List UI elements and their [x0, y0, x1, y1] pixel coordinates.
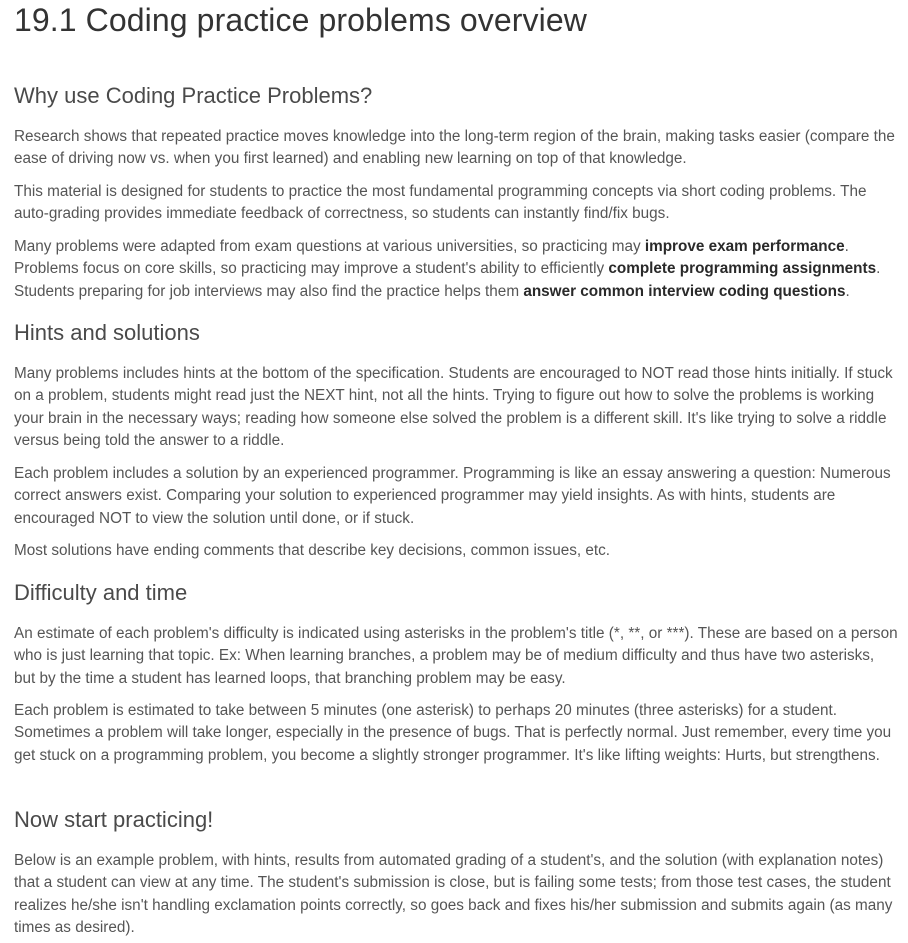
paragraph-time-estimate: Each problem is estimated to take between 5 minutes (one asterisk) to perhaps 20 minutes (three asterisks) for a student. Sometimes a problem will take longer, especially in the presence of bugs. That is perfectly normal. Just remember, every time you get stuck on a programming problem, you become a slightly stronger programmer. It's like lifting weights: Hurts, but strengthens. — [14, 702, 892, 764]
emphasis-interview-questions: answer common interview coding questions — [523, 282, 846, 300]
section-heading-difficulty-time: Difficulty and time — [14, 580, 188, 605]
text-run: . — [845, 282, 850, 300]
paragraph-ending-comments: Most solutions have ending comments that describe key decisions, common issues, etc. — [14, 542, 611, 559]
paragraph-research: Research shows that repeated practice moves knowledge into the long-term region of the brain, making tasks easier (compare the ease of driving now vs. when you first learned) and enabling new learning on top of that knowledge. — [14, 128, 895, 168]
section-heading-hints-solutions: Hints and solutions — [14, 320, 200, 345]
text-run: Many problems were adapted from exam questions at various universities, so practicing may — [14, 238, 645, 255]
page-title: 19.1 Coding practice problems overview — [14, 2, 587, 38]
paragraph-difficulty-estimate: An estimate of each problem's difficulty is indicated using asterisks in the problem's title (*, **, or ***). These are based on a person who is just learning that topic. Ex: When learning branches, a problem may be of medium difficulty and thus have two asterisks, but by the time a student has learned loops, that branching problem may be easy. — [14, 625, 898, 687]
section-heading-start-practicing: Now start practicing! — [14, 807, 214, 832]
emphasis-improve-exam-performance: improve exam performance — [644, 238, 845, 255]
text-run: . Students preparing for job interviews may also find the practice helps them — [14, 260, 881, 300]
text-run: . Problems focus on core skills, so practicing may improve a student's ability to efficiently — [14, 238, 849, 278]
paragraph-example-problem: Below is an example problem, with hints, results from automated grading of a student's, and the solution (with explanation notes) that a student can view at any time. The student's submission is close, but is failing some tests; from those test cases, the student realizes he/she isn't handling exclamation points correctly, so goes back and fixes his/her submission and submits again (as many times as desired). — [14, 852, 893, 937]
paragraph-hints: Many problems includes hints at the bottom of the specification. Students are encouraged to NOT read those hints initially. If stuck on a problem, students might read just the NEXT hint, not all the hints. Trying to figure out how to solve the problems is working your brain in the necessary ways; reading how someone else solved the problem is a different skill. It's like trying to solve a riddle versus being told the answer to a riddle. — [14, 365, 893, 450]
paragraph-solution: Each problem includes a solution by an experienced programmer. Programming is like an essay answering a question: Numerous correct answers exist. Comparing your solution to experienced programmer may yield insights. As with hints, students are encouraged NOT to view the solution until done, or if stuck. — [14, 465, 891, 527]
emphasis-complete-assignments: complete programming assignments — [608, 260, 877, 278]
section-heading-why-use: Why use Coding Practice Problems? — [14, 83, 373, 108]
paragraph-material-design: This material is designed for students to practice the most fundamental programming concepts via short coding problems. The auto-grading provides immediate feedback of correctness, so students can instantly find/fix bugs. — [14, 183, 867, 223]
paragraph-exam-performance — [14, 236, 898, 303]
